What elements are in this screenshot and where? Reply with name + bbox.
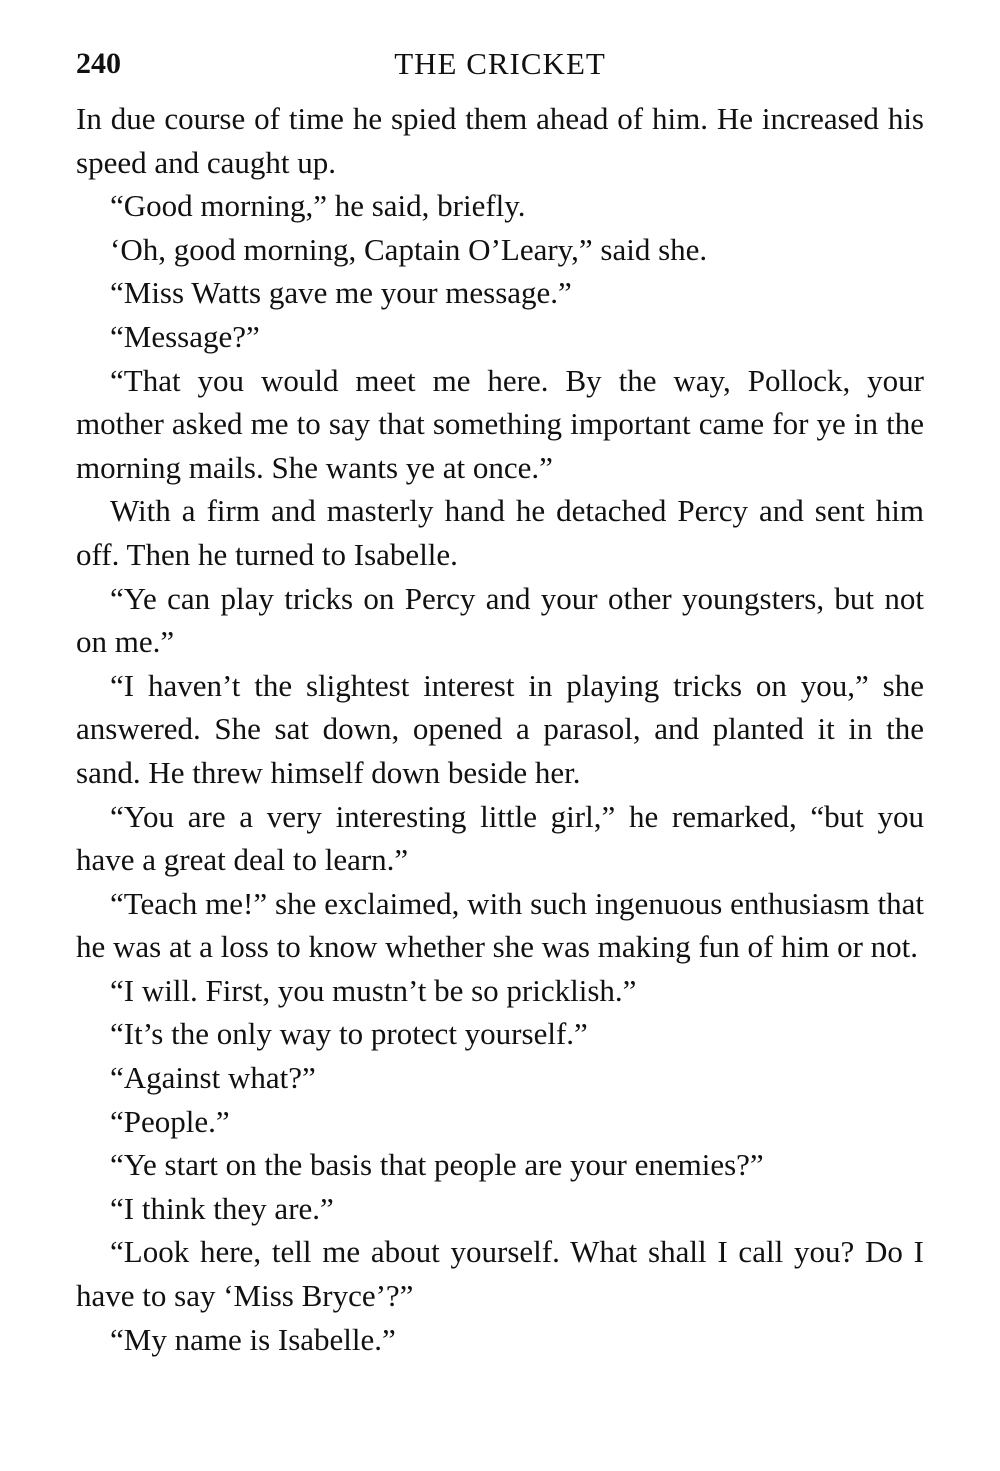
paragraph: “Teach me!” she exclaimed, with such ingenuous enthusiasm that he was at a loss to know whether she was making fun of him or not. [76,885,924,965]
paragraph: “Miss Watts gave me your message.” [110,275,572,311]
paragraph: “Good morning,” he said, briefly. [110,188,526,224]
paragraph: “Against what?” [110,1060,316,1096]
page-number: 240 [76,47,121,80]
paragraph: “It’s the only way to protect yourself.” [110,1016,588,1052]
paragraph: ‘Oh, good morning, Captain O’Leary,” said she. [110,231,708,267]
paragraph: “I haven’t the slightest interest in playing tricks on you,” she answered. She sat down, opened a parasol, and planted it in the sand. He threw himself down beside her. [76,667,924,790]
running-title: THE CRICKET [394,46,606,81]
paragraph: “You are a very interesting little girl,” he remarked, “but you have a great deal to learn.” [76,798,924,878]
paragraph: “That you would meet me here. By the way, Pollock, your mother asked me to say that something important came for ye in the morning mails. She wants ye at once.” [76,362,924,485]
paragraph: With a firm and masterly hand he detached Percy and sent him off. Then he turned to Isabelle. [76,493,924,572]
page-header [76,42,924,86]
paragraph: “Message?” [110,318,260,354]
paragraph: “My name is Isabelle.” [110,1321,396,1357]
paragraph: “Look here, tell me about yourself. What shall I call you? Do I have to say ‘Miss Bryce’?” [76,1234,924,1314]
paragraph: “Ye start on the basis that people are your enemies?” [110,1147,764,1183]
body-text [76,97,924,1361]
paragraph: “Ye can play tricks on Percy and your other youngsters, but not on me.” [76,580,924,660]
paragraph: “People.” [110,1103,230,1139]
paragraph: In due course of time he spied them ahead of him. He increased his speed and caught up. [76,101,924,180]
paragraph: “I will. First, you mustn’t be so pricklish.” [110,972,637,1008]
paragraph: “I think they are.” [110,1190,334,1226]
